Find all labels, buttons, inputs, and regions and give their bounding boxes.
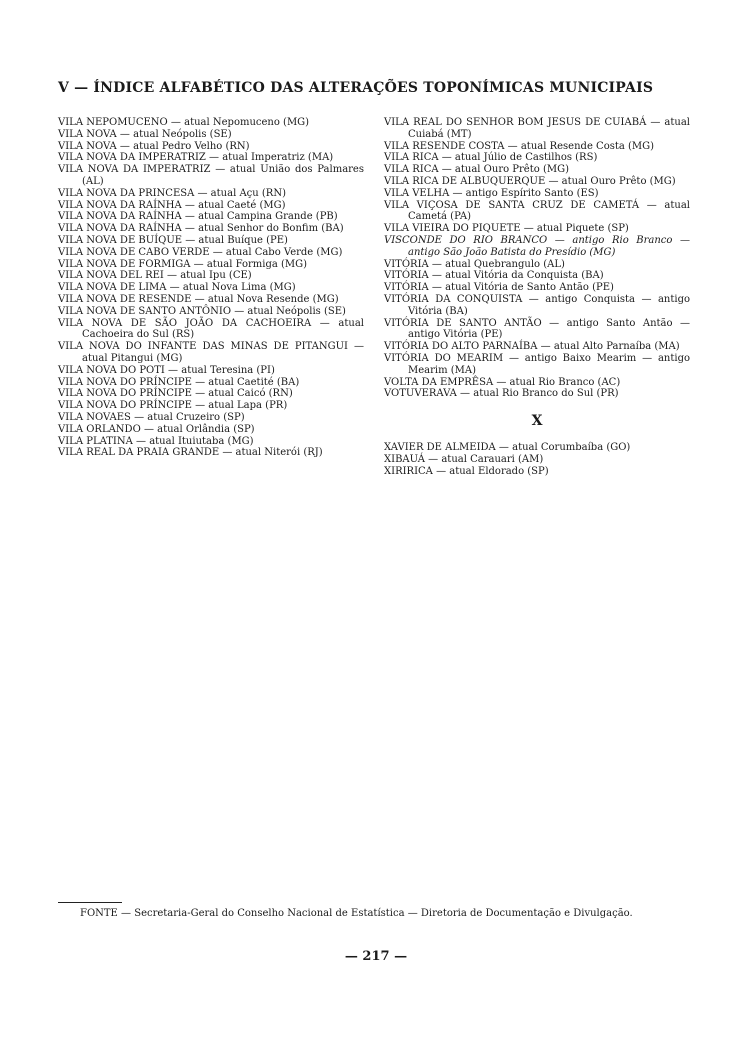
index-entry: VILA RICA DE ALBUQUERQUE — atual Ouro Prêto (MG) xyxy=(384,175,676,187)
index-entry: VILA NOVA DE RESENDE — atual Nova Resende (MG) xyxy=(58,293,339,305)
index-entry: VILA NOVA DO POTI — atual Teresina (PI) xyxy=(58,364,275,376)
index-entry: VILA NOVAES — atual Cruzeiro (SP) xyxy=(58,411,245,423)
index-entry: VILA RESENDE COSTA — atual Resende Costa (MG) xyxy=(384,140,655,152)
index-entry: VILA NOVA DO PRÍNCIPE — atual Lapa (PR) xyxy=(58,400,288,412)
index-entry: VITÓRIA — atual Vitória de Santo Antão (PE) xyxy=(384,282,614,294)
index-entry: VISCONDE DO RIO BRANCO — antigo Rio Branco — antigo São João Batista do Presídio (MG) xyxy=(384,234,690,258)
index-entry: VILA NOVA DEL REI — atual Ipu (CE) xyxy=(58,270,252,282)
right-entries xyxy=(384,117,690,400)
index-entry: XIBAUÁ — atual Carauari (AM) xyxy=(384,453,544,465)
index-entry: VILA NOVA DA RAÍNHA — atual Campina Grande (PB) xyxy=(58,211,338,223)
index-entry: VILA NOVA DA IMPERATRIZ — atual Imperatriz (MA) xyxy=(58,152,334,164)
index-entry: XIRIRICA — atual Eldorado (SP) xyxy=(384,465,549,477)
index-entry: VILA VIEIRA DO PIQUETE — atual Piquete (SP) xyxy=(384,223,629,235)
index-entry: VILA NEPOMUCENO — atual Nepomuceno (MG) xyxy=(58,117,310,128)
index-entry: VILA NOVA — atual Neópolis (SE) xyxy=(58,128,232,140)
index-entry: VILA NOVA DA IMPERATRIZ — atual União dos Palmares (AL) xyxy=(58,164,364,187)
left-column xyxy=(58,117,364,459)
index-entry: VILA VIÇOSA DE SANTA CRUZ DE CAMETÁ — atual Cametá (PA) xyxy=(384,199,690,223)
index-entry: VITÓRIA DE SANTO ANTÃO — antigo Santo Antão — antigo Vitória (PE) xyxy=(384,317,690,341)
index-entry: VITÓRIA DA CONQUISTA — antigo Conquista — antigo Vitória (BA) xyxy=(384,293,690,317)
index-entry: VOLTA DA EMPRÊSA — atual Rio Branco (AC) xyxy=(384,376,621,388)
index-entry: VILA RICA — atual Ouro Prêto (MG) xyxy=(384,164,569,176)
index-entry: VILA NOVA DO PRÍNCIPE — atual Caetité (BA) xyxy=(58,376,300,388)
page-title: V — ÍNDICE ALFABÉTICO DAS ALTERAÇÕES TOPONÍMICAS MUNICIPAIS xyxy=(58,80,654,96)
index-entry: VILA NOVA DE BUÍQUE — atual Buíque (PE) xyxy=(58,234,288,246)
index-entry: VILA REAL DA PRAIA GRANDE — atual Niterói (RJ) xyxy=(58,447,323,459)
footnote-rule xyxy=(58,902,122,903)
index-entry: VILA REAL DO SENHOR BOM JESUS DE CUIABÁ — atual Cuiabá (MT) xyxy=(384,117,690,140)
index-entry: VILA ORLANDO — atual Orlândia (SP) xyxy=(58,423,255,435)
index-entry: VILA NOVA DE SANTO ANTÔNIO — atual Neópolis (SE) xyxy=(58,305,346,317)
index-entry: VILA NOVA DE FORMIGA — atual Formiga (MG) xyxy=(58,258,308,270)
index-entry: VILA NOVA DO PRÍNCIPE — atual Caicó (RN) xyxy=(58,388,293,400)
right-column xyxy=(384,117,690,477)
index-entry: VILA NOVA DA RAÍNHA — atual Senhor do Bonfim (BA) xyxy=(58,223,344,235)
index-entry: VILA PLATINA — atual Ituiutaba (MG) xyxy=(58,435,254,447)
index-entry: VITÓRIA DO MEARIM — antigo Baixo Mearim — antigo Mearim (MA) xyxy=(384,352,690,376)
index-entry: VILA RICA — atual Júlio de Castilhos (RS) xyxy=(384,152,598,164)
index-entry: VILA NOVA DA PRINCESA — atual Açu (RN) xyxy=(58,187,286,199)
index-entry: VILA NOVA DE CABO VERDE — atual Cabo Verde (MG) xyxy=(58,246,343,258)
index-entry: VITÓRIA DO ALTO PARNAÍBA — atual Alto Parnaíba (MA) xyxy=(384,341,680,353)
index-entry: VITÓRIA — atual Quebrangulo (AL) xyxy=(384,258,565,270)
index-entry: XAVIER DE ALMEIDA — atual Corumbaíba (GO) xyxy=(384,441,631,453)
section-letter: X xyxy=(531,413,543,430)
page-number: — 217 — xyxy=(344,949,408,964)
index-entry: VILA NOVA DE SÃO JOÃO DA CACHOEIRA — atual Cachoeira do Sul (RS) xyxy=(58,317,364,341)
index-entry: VITÓRIA — atual Vitória da Conquista (BA) xyxy=(384,270,604,282)
index-entry: VILA NOVA DA RAÍNHA — atual Caeté (MG) xyxy=(58,199,286,211)
x-entries xyxy=(384,442,690,477)
index-entry: VILA NOVA — atual Pedro Velho (RN) xyxy=(58,140,250,152)
footnote: FONTE — Secretaria-Geral do Conselho Nacional de Estatística — Diretoria de Documentação e Divulgação. xyxy=(80,908,633,919)
index-entry: VILA NOVA DO INFANTE DAS MINAS DE PITANGUI — atual Pitangui (MG) xyxy=(58,341,364,364)
index-entry: VILA NOVA DE LIMA — atual Nova Lima (MG) xyxy=(58,282,296,294)
index-entry: VILA VELHA — antigo Espírito Santo (ES) xyxy=(384,187,599,199)
index-entry: VOTUVERAVA — atual Rio Branco do Sul (PR) xyxy=(384,388,619,400)
